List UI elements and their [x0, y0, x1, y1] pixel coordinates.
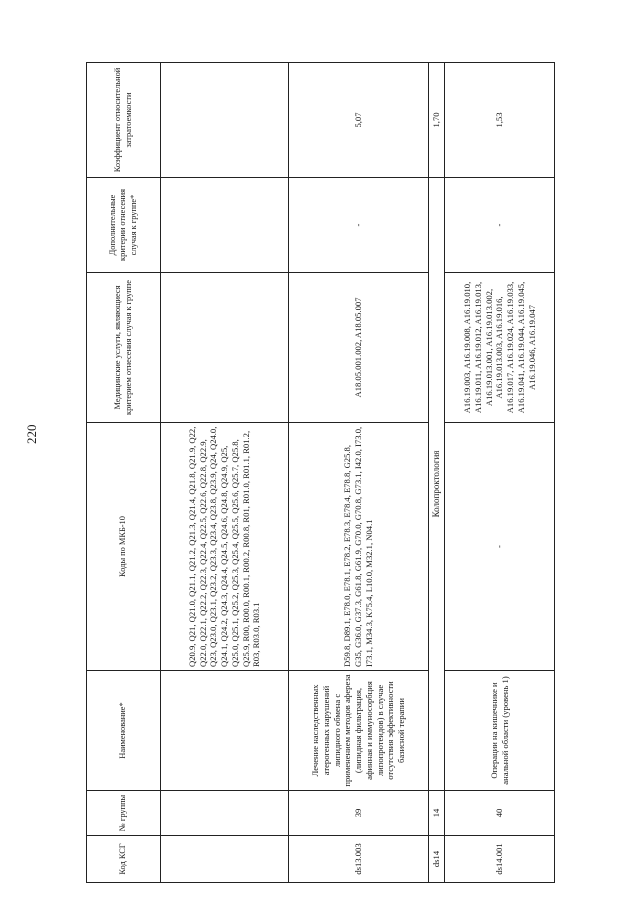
- cell-services: A16.19.003, A16.19.008, A16.19.010, A16.19.011, A16.19.012, A16.19.013, A16.19.013.001, A16.19.013.002, A16.19.013.003, A16.19.016, A16.19.017, A16.19.024, A16.19.033, A16.19.041, A16.19.044, A16.19.045, A16.19.046, A16.19.047: [445, 273, 555, 423]
- cell-code: ds13.003: [289, 836, 429, 883]
- header-criteria: Дополнительные критерии отнесения случая к группе*: [87, 178, 161, 273]
- section-title: Колопроктология: [429, 178, 445, 791]
- cell-group: 40: [445, 791, 555, 836]
- table-row: [289, 63, 429, 883]
- cell-mkb: -: [445, 423, 555, 671]
- cell-group: 39: [289, 791, 429, 836]
- header-mkb: Коды по МКБ-10: [87, 423, 161, 671]
- header-services: Медицинские услуги, являющиеся критерием отнесения случая к группе: [87, 273, 161, 423]
- cell-coef: 1,53: [445, 63, 555, 178]
- cell-criteria: -: [289, 178, 429, 273]
- cell-coef: 5,07: [289, 63, 429, 178]
- cell-criteria: [161, 178, 289, 273]
- cell-mkb: D59.8, D89.1, E78.0, E78.1, E78.2, E78.3, E78.4, E78.8, G25.8, G35, G36.0, G37.3, G61.8, G61.9, G70.0, G70.8, G73.1, I42.0, I73.0, I73.1, M34.3, K75.4, L10.0, M32.1, N04.1: [289, 423, 429, 671]
- ksg-table: [86, 62, 555, 883]
- rotated-table-wrapper: [86, 63, 537, 883]
- cell-code: ds14.001: [445, 836, 555, 883]
- header-row: [87, 63, 161, 883]
- cell-name: Лечение наследственных атерогенных нарушений липидного обмена с применением методов афереза (липидная фильтрация, афинная и иммуносорбция липопротеидов) в случае отсутствия эффективности базисной терапии: [289, 671, 429, 791]
- header-group: № группы: [87, 791, 161, 836]
- table-row: [161, 63, 289, 883]
- cell-coef: 1,70: [429, 63, 445, 178]
- header-coef: Коэффициент относительной затратоемкости: [87, 63, 161, 178]
- cell-code: [161, 836, 289, 883]
- cell-group: 14: [429, 791, 445, 836]
- cell-services: [161, 273, 289, 423]
- cell-criteria: -: [445, 178, 555, 273]
- table-row: [445, 63, 555, 883]
- table-row-section: [429, 63, 445, 883]
- header-name: Наименование*: [87, 671, 161, 791]
- cell-group: [161, 791, 289, 836]
- cell-name: Операции на кишечнике и анальной области (уровень 1): [445, 671, 555, 791]
- cell-code: ds14: [429, 836, 445, 883]
- cell-coef: [161, 63, 289, 178]
- header-code: Код КСГ: [87, 836, 161, 883]
- cell-name: [161, 671, 289, 791]
- cell-services: A18.05.001.002, A18.05.007: [289, 273, 429, 423]
- page-number: 220: [24, 424, 39, 444]
- cell-mkb: Q20.9, Q21, Q21.0, Q21.1, Q21.2, Q21.3, Q21.4, Q21.8, Q21.9, Q22, Q22.0, Q22.1, Q22.2, Q22.3, Q22.4, Q22.5, Q22.6, Q22.8, Q22.9, Q23, Q23.0, Q23.1, Q23.2, Q23.3, Q23.4, Q23.8, Q23.9, Q24, Q24.0, Q24.1, Q24.2, Q24.3, Q24.4, Q24.5, Q24.6, Q24.8, Q24.9, Q25, Q25.0, Q25.1, Q25.2, Q25.3, Q25.4, Q25.5, Q25.6, Q25.7, Q25.8, Q25.9, R00, R00.0, R00.1, R00.2, R00.8, R01, R01.0, R01.1, R01.2, R03, R03.0, R03.1: [161, 423, 289, 671]
